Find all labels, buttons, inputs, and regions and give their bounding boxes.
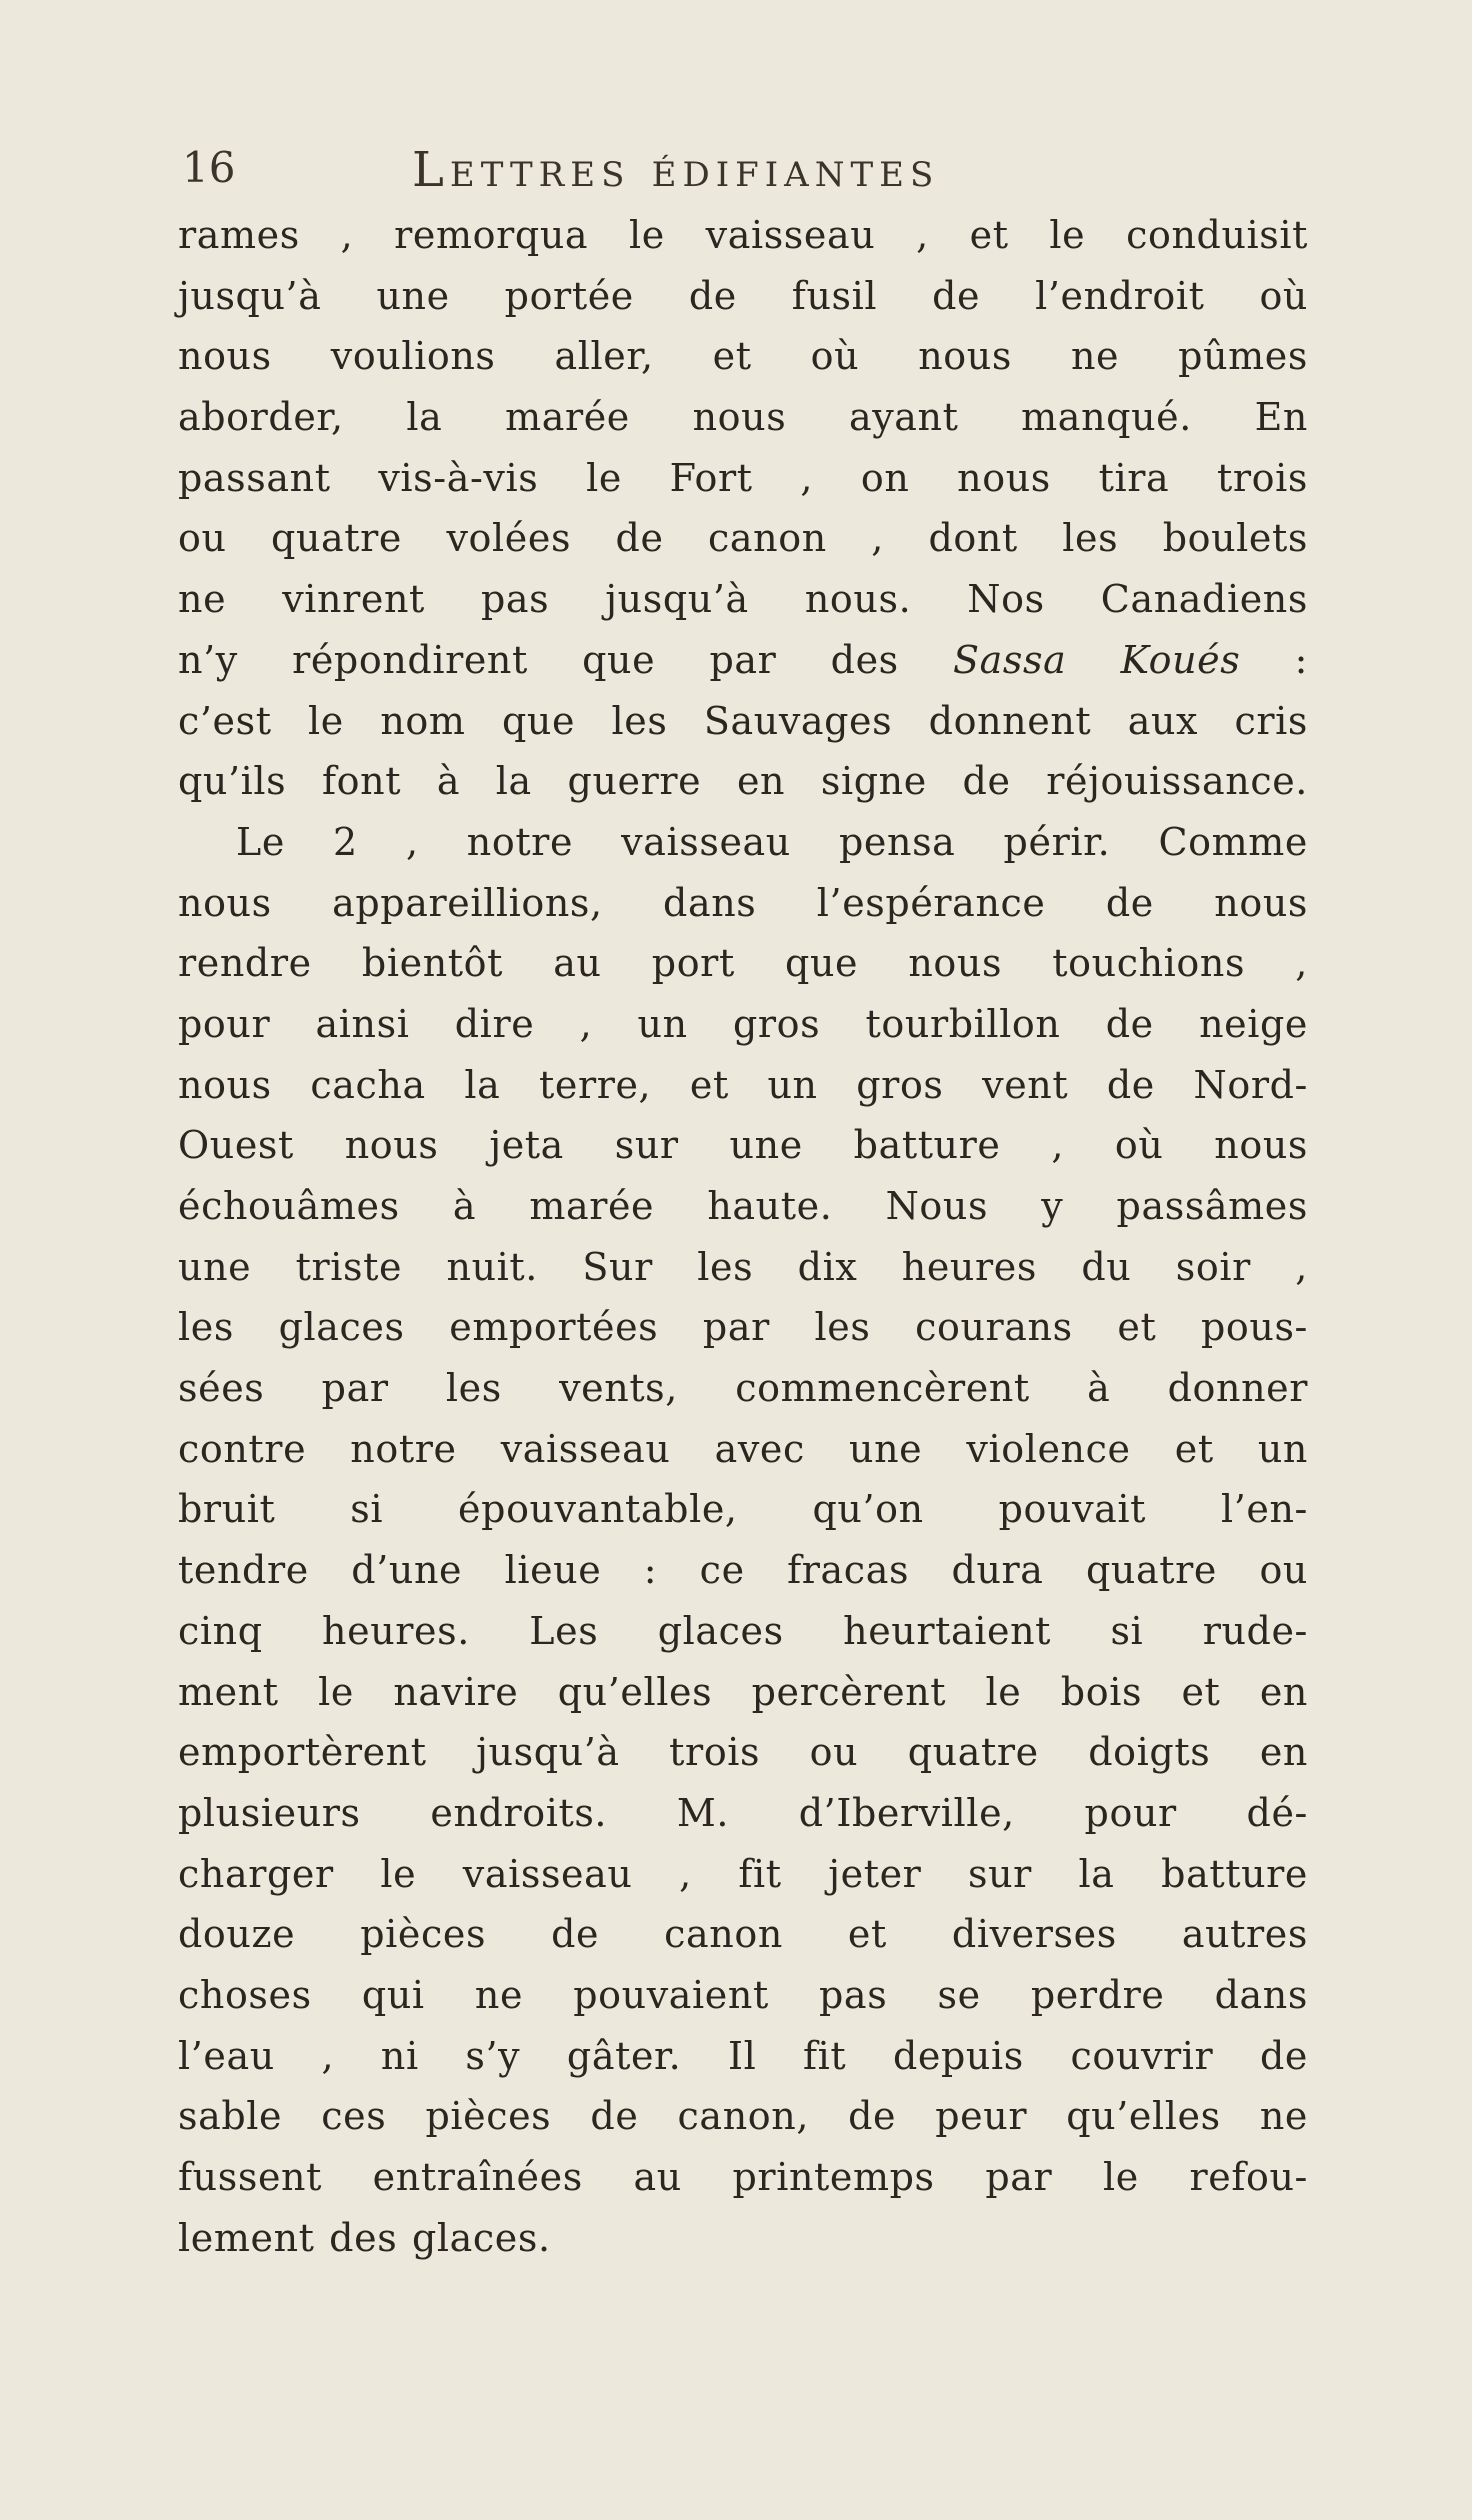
paragraph-2 (178, 812, 1308, 2269)
text-line: Le 2 , notre vaisseau pensa périr. Comme (236, 819, 1308, 864)
text-line: sées par les vents, commencèrent à donner (178, 1366, 1308, 1411)
text-line: qu’ils font à la guerre en signe de réjouissance. (178, 759, 1308, 804)
text-line: charger le vaisseau , fit jeter sur la batture (178, 1851, 1308, 1896)
italic-term: Sassa Koués (953, 637, 1241, 682)
text-line: fussent entraînées au printemps par le refou- (178, 2155, 1308, 2199)
text-line: tendre d’une lieue : ce fracas dura quatre ou (178, 1548, 1308, 1593)
text-line: douze pièces de canon et diverses autres (178, 1912, 1308, 1957)
text-line: nous voulions aller, et où nous ne pûmes (178, 334, 1308, 379)
text-line-with-italic (178, 630, 1308, 691)
body-text (178, 205, 1308, 2268)
text-line: nous appareillions, dans l’espérance de nous (178, 880, 1308, 925)
text-line: une triste nuit. Sur les dix heures du soir , (178, 1244, 1308, 1289)
text-line: emportèrent jusqu’à trois ou quatre doigts en (178, 1730, 1308, 1775)
text-line: bruit si épouvantable, qu’on pouvait l’en- (178, 1487, 1308, 1532)
text-line: aborder, la marée nous ayant manqué. En (178, 395, 1308, 440)
running-title: Lettres édifiantes (412, 142, 940, 198)
text-line: l’eau , ni s’y gâter. Il fit depuis couvrir de (178, 2033, 1308, 2078)
text-line: lement des glaces. (178, 2215, 551, 2260)
text-line: ou quatre volées de canon , dont les boulets (178, 516, 1308, 561)
text-line: échouâmes à marée haute. Nous y passâmes (178, 1184, 1308, 1228)
text-line: Ouest nous jeta sur une batture , où nous (178, 1123, 1308, 1168)
paragraph-1 (178, 205, 1308, 812)
text-line: choses qui ne pouvaient pas se perdre dans (178, 1972, 1308, 2017)
text-segment: : (1240, 637, 1308, 682)
text-line: jusqu’à une portée de fusil de l’endroit où (178, 273, 1308, 318)
page-number: 16 (182, 143, 236, 192)
text-line: ne vinrent pas jusqu’à nous. Nos Canadiens (178, 577, 1308, 622)
running-head (182, 138, 1312, 198)
text-line: rendre bientôt au port que nous touchions , (178, 941, 1308, 986)
text-line: nous cacha la terre, et un gros vent de Nord- (178, 1062, 1308, 1107)
text-line: ment le navire qu’elles percèrent le bois et en (178, 1669, 1308, 1714)
text-line: plusieurs endroits. M. d’Iberville, pour dé- (178, 1790, 1308, 1835)
text-line: c’est le nom que les Sauvages donnent aux cris (178, 698, 1308, 743)
text-line: cinq heures. Les glaces heurtaient si rude- (178, 1608, 1308, 1653)
text-line: les glaces emportées par les courans et pous- (178, 1305, 1308, 1350)
text-line: passant vis-à-vis le Fort , on nous tira trois (178, 455, 1308, 500)
text-line: sable ces pièces de canon, de peur qu’elles ne (178, 2094, 1308, 2139)
text-line: contre notre vaisseau avec une violence et un (178, 1426, 1308, 1471)
text-segment: n’y répondirent que par des (178, 637, 954, 682)
text-line: rames , remorqua le vaisseau , et le conduisit (178, 213, 1308, 257)
text-line: pour ainsi dire , un gros tourbillon de neige (178, 1001, 1308, 1046)
